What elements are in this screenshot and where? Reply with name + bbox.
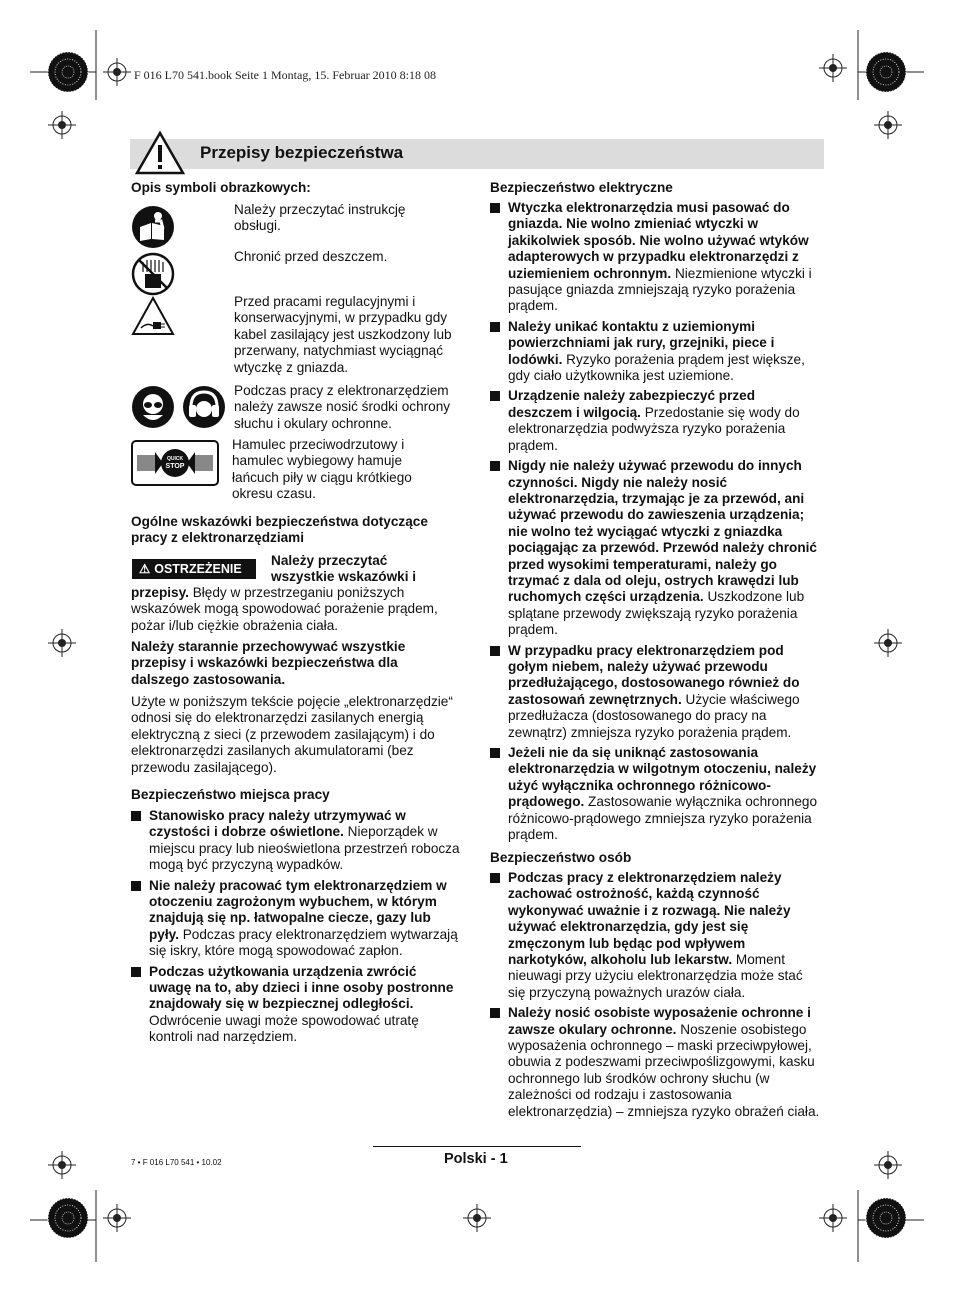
list-item: Jeżeli nie da się uniknąć zastosowania elektronarzędzia w wilgotnym otoczeniu, należy użyć wyłącznika ochronnego różnicowo-prądowego. Zastosowanie wyłącznika ochronnego różnicowo-prądowego zmniejsza ryzyko porażenia prądem. [490, 745, 823, 843]
workplace-list [131, 808, 462, 1046]
page-title: Przepisy bezpieczeństwa [200, 143, 404, 162]
stop-label: STOP [165, 463, 185, 470]
page-number: Polski - 1 [444, 1151, 508, 1167]
symbol-text-2: Chronić przed deszczem. [234, 249, 388, 264]
quick-label: QUICK [166, 456, 184, 462]
list-item: Podczas użytkowania urządzenia zwrócić uwagę na to, aby dzieci i inne osoby postronne znajdowały się w bezpiecznej odległości. Odwrócenie uwagi może spowodować utratę kontroli nad narzędziem. [131, 964, 462, 1046]
list-item: Nigdy nie należy używać przewodu do innych czynności. Nigdy nie należy nosić elektronarzędzia, trzymając je za przewód, ani używać przewodu do zawieszenia urządzenia; nie wolno też wyciągać wtyczki z gniazdka pociągając za przewód. Przewód należy chronić przed wysokimi temperaturami, należy go trzymać z dala od oleju, ostrych krawędzi lub ruchomych części urządzenia. Uszkodzone lub splątane przewody zwiększają ryzyko porażenia prądem. [490, 458, 823, 638]
symbol-text-3: Przed pracami regulacyjnymi i konserwacyjnymi, w przypadku gdy kabel zasilający jest uszkodzony lub przerwany, natychmiast wyciągnąć wtyczkę z gniazda. [234, 294, 452, 375]
footer-divider [373, 1146, 581, 1147]
quick-stop-icon [131, 440, 219, 486]
keep-instructions: Należy starannie przechowywać wszystkie przepisy i wskazówki bezpieczeństwa dla dalszego zastosowania. [131, 639, 406, 687]
list-item: Stanowisko pracy należy utrzymywać w czystości i dobrze oświetlone. Nieporządek w miejscu pracy lub nieoświetlona przestrzeń robocza mogą być przyczyną wypadków. [131, 808, 462, 874]
unplug-warning-icon [131, 296, 175, 338]
list-item: Urządzenie należy zabezpieczyć przed deszczem i wilgocią. Przedostanie się wody do elektronarzędzia podwyższa ryzyko porażenia prądem. [490, 388, 823, 454]
electrical-list [490, 200, 823, 843]
list-item: Wtyczka elektronarzędzia musi pasować do gniazda. Nie wolno zmieniać wtyczki w jakikolwiek sposób. Nie wolno używać wtyków adapterowych w przypadku elektronarzędzi z uziemieniem ochronnym. Niezmienione wtyczki i pasujące gniazda zmniejszają ryzyko porażenia prądem. [490, 200, 823, 315]
symbols-heading: Opis symboli obrazkowych: [131, 180, 311, 195]
list-item: W przypadku pracy elektronarzędziem pod gołym niebem, należy używać przewodu przedłużającego, dostosowanego również do zastosowań zewnętrznych. Użycie właściwego przedłużacza (dostosowanego do pracy na zewnątrz) zmniejsza ryzyko porażenia prądem. [490, 643, 823, 741]
warning-badge: ⚠ OSTRZEŻENIE [132, 559, 256, 579]
list-item: Podczas pracy z elektronarzędziem należy zachować ostrożność, każdą czynność wykonywać uważnie i z rozwagą. Nie należy używać elektronarzędzia, gdy jest się zmęczonym lub będąc pod wpływem narkotyków, alkoholu lub lekarstw. Moment nieuwagi przy użyciu elektronarzędzia może stać się przyczyną poważnych urazów ciała. [490, 870, 823, 1001]
term-definition: Użyte w poniższym tekście pojęcie „elektronarzędzie“ odnosi się do elektronarzędzi zasilanych energią elektryczną z sieci (z przewodem zasilającym) i do elektronarzędzi zasilanych akumulatorami (bez przewodu zasilającego). [131, 694, 453, 775]
persons-heading: Bezpieczeństwo osób [490, 850, 632, 865]
general-heading: Ogólne wskazówki bezpieczeństwa dotyczące pracy z elektronarzędziami [131, 514, 428, 546]
warning-triangle-icon [135, 131, 185, 175]
warning-paragraph: przepisy. Błędy w przestrzeganiu poniższych wskazówek mogą spowodować porażenie prądem, pożar i/lub ciężkie obrażenia ciała. [131, 585, 438, 633]
electrical-heading: Bezpieczeństwo elektryczne [490, 180, 673, 195]
persons-list [490, 870, 823, 1120]
list-item: Nie należy pracować tym elektronarzędziem w otoczeniu zagrożonym wybuchem, w którym znajdują się np. łatwopalne ciecze, gazy lub pyły. Podczas pracy elektronarzędziem wytwarzają się iskry, które mogą spowodować zapłon. [131, 878, 462, 960]
workplace-heading: Bezpieczeństwo miejsca pracy [131, 787, 330, 802]
symbol-text-1: Należy przeczytać instrukcję obsługi. [234, 202, 406, 234]
warning-bold-text: Należy przeczytać wszystkie wskazówki i [271, 553, 417, 585]
eye-ear-protection-icon [131, 385, 227, 429]
list-item: Należy nosić osobiste wyposażenie ochronne i zawsze okulary ochronne. Noszenie osobistego wyposażenia ochronnego – maski przeciwpyłowej, obuwia z podeszwami przeciwpoślizgowymi, kasku ochronnego lub środków ochrony słuchu (w zależności od rodzaju i zastosowania elektronarzędzia) – zmniejsza ryzyko obrażeń ciała. [490, 1005, 823, 1120]
symbol-text-4: Podczas pracy z elektronarzędziem należy zawsze nosić środki ochrony słuchu i okulary ochronne. [234, 383, 451, 431]
footer-code: 7 • F 016 L70 541 • 10.02 [131, 1158, 222, 1167]
no-rain-icon [131, 252, 175, 296]
list-item: Należy unikać kontaktu z uziemionymi powierzchniami jak rury, grzejniki, piece i lodówki. Ryzyko porażenia prądem jest większe, gdy ciało użytkownika jest uziemione. [490, 319, 823, 385]
read-manual-icon [131, 205, 175, 249]
book-info-line: F 016 L70 541.book Seite 1 Montag, 15. Februar 2010 8:18 08 [134, 68, 436, 82]
symbol-text-5: Hamulec przeciwodrzutowy i hamulec wybiegowy hamuje łańcuch piły w ciągu krótkiego okresu czasu. [232, 437, 412, 502]
